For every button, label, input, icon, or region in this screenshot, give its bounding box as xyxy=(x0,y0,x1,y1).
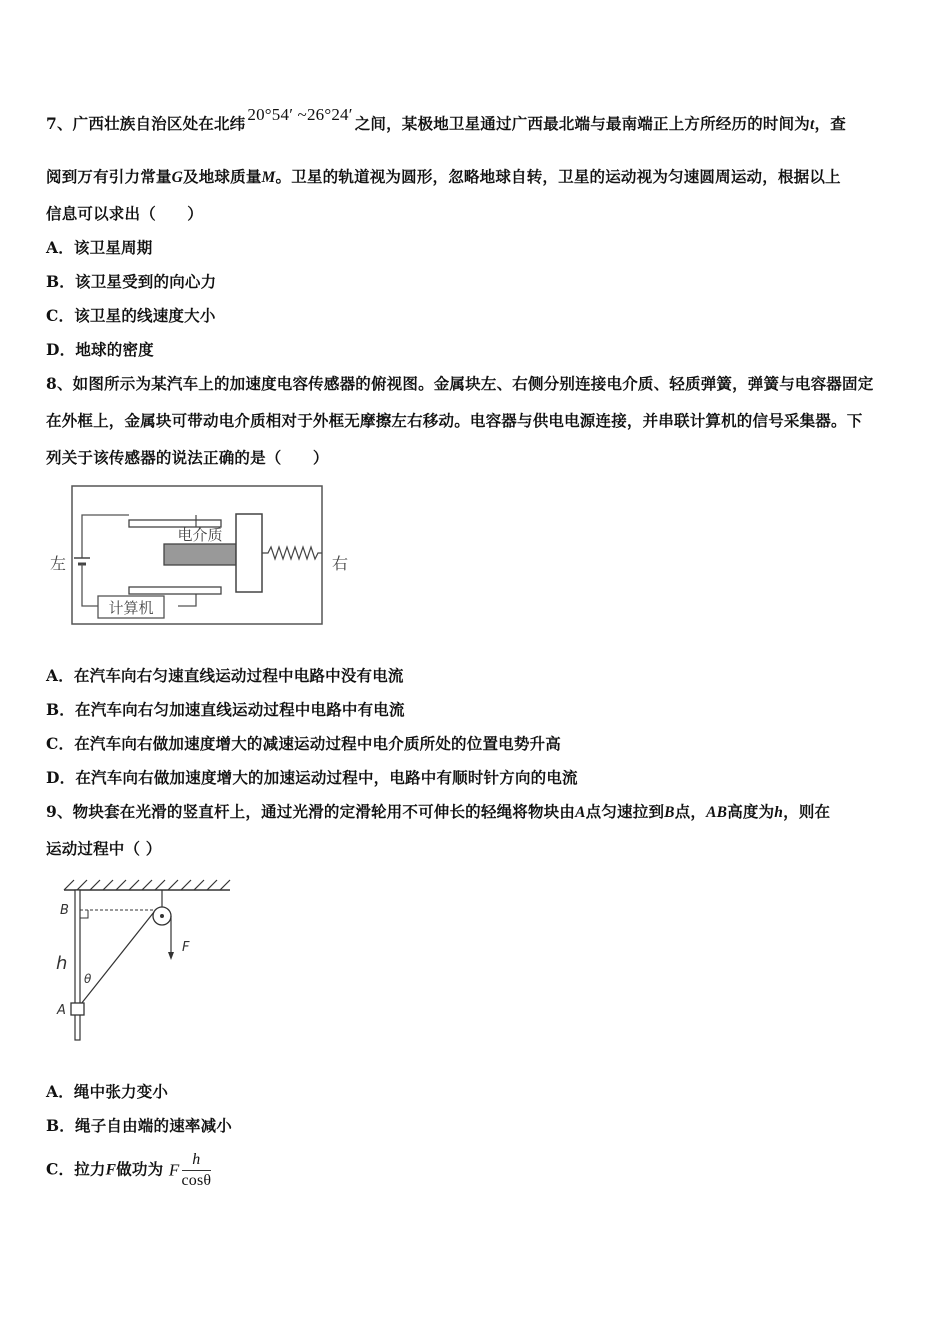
pulley-axle xyxy=(160,914,164,918)
vertical-rod xyxy=(75,890,80,1040)
wire-top xyxy=(82,515,129,558)
label-theta: θ xyxy=(84,972,92,986)
wire-left-bottom xyxy=(82,564,98,606)
dielectric-block xyxy=(164,544,236,565)
rope xyxy=(81,912,154,1004)
q9-line-2: 运动过程中（ ） xyxy=(46,839,162,858)
q7-line-1: 7、广西壮族自治区处在北纬 20°54′ ~26°24′ 之间，某极地卫星通过广西最北端与最南端正上方所经历的时间为t，查 xyxy=(46,105,846,133)
q7-option-a: A．该卫星周期 xyxy=(46,238,153,257)
right-label: 右 xyxy=(332,554,349,573)
force-arrow xyxy=(168,952,174,960)
latitude-range: 20°54′ ~26°24′ xyxy=(247,105,353,124)
q9-line-1: 9、物块套在光滑的竖直杆上，通过光滑的定滑轮用不可伸长的轻绳将物块由A点匀速拉到B点，AB高度为h，则在 xyxy=(46,802,831,821)
block-A xyxy=(71,1003,84,1015)
q9-option-a: A．绳中张力变小 xyxy=(46,1082,169,1101)
label-F: F xyxy=(182,940,190,955)
q7-option-d: D．地球的密度 xyxy=(46,340,154,359)
q8-option-d: D．在汽车向右做加速度增大的加速运动过程中，电路中有顺时针方向的电流 xyxy=(46,768,578,787)
wire-right-bottom xyxy=(178,594,196,606)
q7-line-3: 信息可以求出（ ） xyxy=(46,204,204,223)
q9-option-c: C．拉力F做功为 F $\frac{h}{\cos\theta}$ xyxy=(46,1151,212,1189)
q8-line-3: 列关于该传感器的说法正确的是（ ） xyxy=(46,448,329,467)
q8-option-b: B．在汽车向右匀加速直线运动过程中电路中有电流 xyxy=(46,700,405,719)
q8-line-1: 8、如图所示为某汽车上的加速度电容传感器的俯视图。金属块左、右侧分别连接电介质、轻质弹簧，弹簧与电容器固定 xyxy=(46,374,874,393)
label-A: A xyxy=(57,1003,66,1018)
label-B: B xyxy=(60,903,69,918)
work-fraction: $\frac{h}{\cos\theta}$ xyxy=(181,1151,212,1189)
q7-option-b: B．该卫星受到的向心力 xyxy=(46,272,217,291)
dielectric-label: 电介质 xyxy=(177,526,223,544)
left-label: 左 xyxy=(50,554,67,573)
q7-option-c: C．该卫星的线速度大小 xyxy=(46,306,216,325)
q8-option-c: C．在汽车向右做加速度增大的减速运动过程中电介质所处的位置电势升高 xyxy=(46,734,561,753)
q9-option-b: B．绳子自由端的速率减小 xyxy=(46,1116,233,1135)
q8-option-a: A．在汽车向右匀速直线运动过程中电路中没有电流 xyxy=(46,666,404,685)
spring xyxy=(262,547,322,559)
q8-line-2: 在外框上，金属块可带动电介质相对于外框无摩擦左右移动。电容器与供电电源连接，并串联计算机的信号采集器。下 xyxy=(46,411,863,430)
q7-line-2: 阅到万有引力常量G及地球质量M。卫星的轨道视为圆形，忽略地球自转，卫星的运动视为匀速圆周运动，根据以上 xyxy=(46,167,841,186)
capacitor-plate-bottom xyxy=(129,587,221,594)
capacitor-sensor-figure xyxy=(46,480,356,630)
work-expression-F: F xyxy=(168,1160,180,1180)
pulley-rod-figure xyxy=(50,876,240,1046)
computer-label: 计算机 xyxy=(108,599,154,617)
label-h: h xyxy=(56,953,68,974)
right-angle-mark xyxy=(80,910,88,918)
ceiling-hatch xyxy=(64,880,230,890)
metal-block xyxy=(236,514,262,592)
